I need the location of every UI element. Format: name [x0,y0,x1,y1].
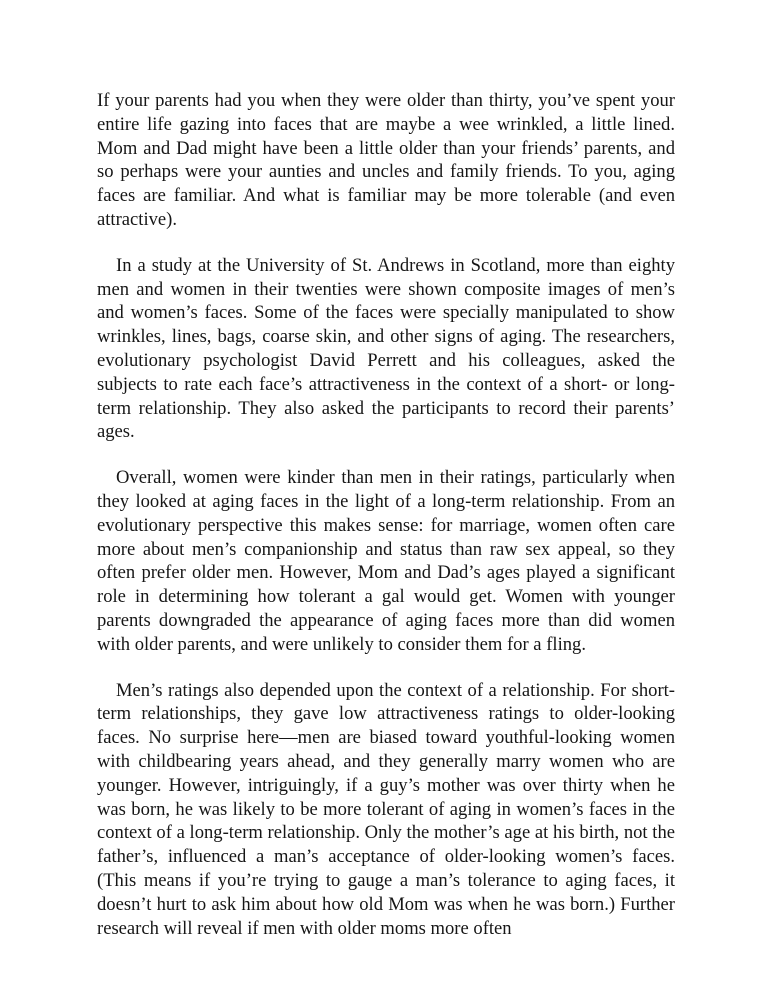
page-body [97,89,675,940]
paragraph-4: Men’s ratings also depended upon the context of a relationship. For short-term relationships, they gave low attractiveness ratings to older-looking faces. No surprise here—men are biased toward youthful-looking women with childbearing years ahead, and they generally marry women who are younger. However, intriguingly, if a guy’s mother was over thirty when he was born, he was likely to be more tolerant of aging in women’s faces in the context of a long-term relationship. Only the mother’s age at his birth, not the father’s, influenced a man’s acceptance of older-looking women’s faces. (This means if you’re trying to gauge a man’s tolerance to aging faces, it doesn’t hurt to ask him about how old Mom was when he was born.) Further research will reveal if men with older moms more often [97,679,675,939]
paragraph-3: Overall, women were kinder than men in their ratings, particularly when they looked at aging faces in the light of a long-term relationship. From an evolutionary perspective this makes sense: for marriage, women often care more about men’s companionship and status than raw sex appeal, so they often prefer older men. However, Mom and Dad’s ages played a significant role in determining how tolerant a gal would get. Women with younger parents downgraded the appearance of aging faces more than did women with older parents, and were unlikely to consider them for a fling. [97,467,675,655]
paragraph-1: If your parents had you when they were older than thirty, you’ve spent your entire life gazing into faces that are maybe a wee wrinkled, a little lined. Mom and Dad might have been a little older than your friends’ parents, and so perhaps were your aunties and uncles and family friends. To you, aging faces are familiar. And what is familiar may be more tolerable (and even attractive). [97,90,675,230]
paragraph-2: In a study at the University of St. Andrews in Scotland, more than eighty men and women in their twenties were shown composite images of men’s and women’s faces. Some of the faces were specially manipulated to show wrinkles, lines, bags, coarse skin, and other signs of aging. The researchers, evolutionary psychologist David Perrett and his colleagues, asked the subjects to rate each face’s attractiveness in the context of a short- or long-term relationship. They also asked the participants to record their parents’ ages. [97,254,675,443]
